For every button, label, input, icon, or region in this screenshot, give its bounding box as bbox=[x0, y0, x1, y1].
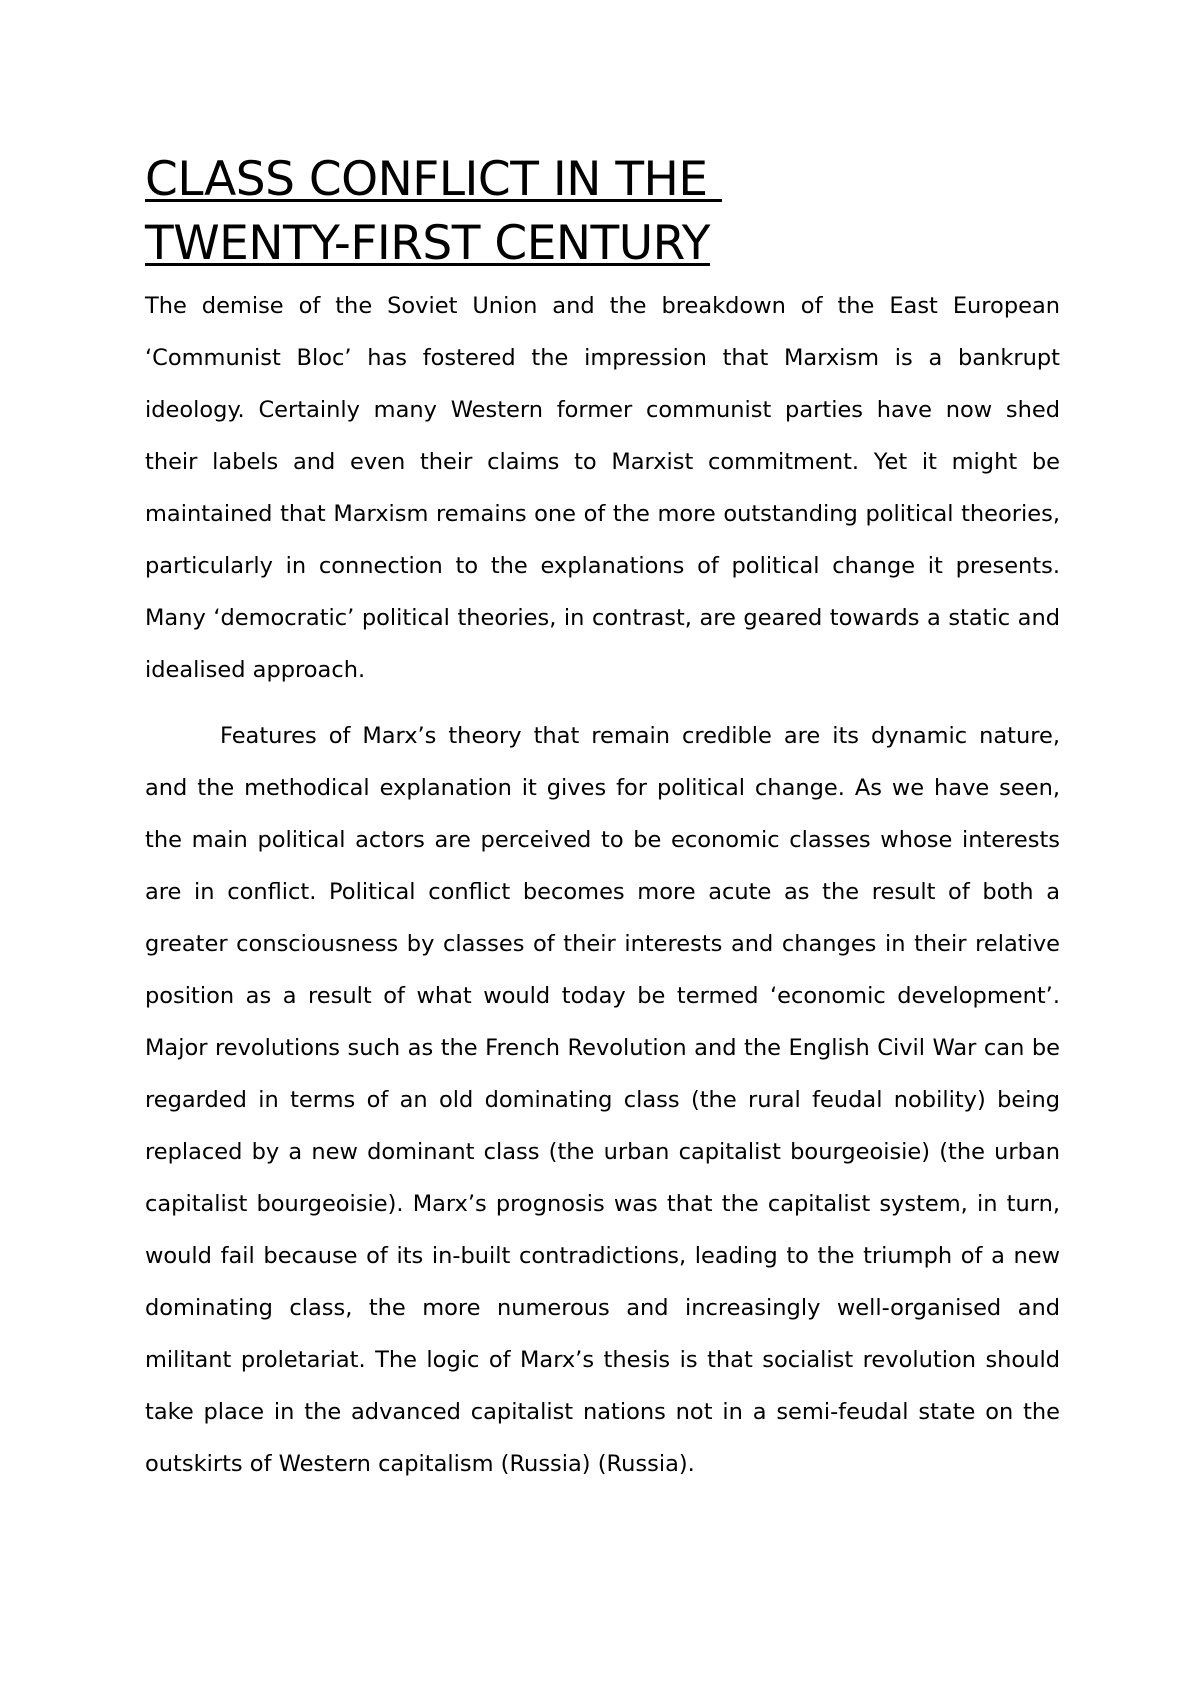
title-line-2: TWENTY-FIRST CENTURY bbox=[145, 216, 711, 271]
paragraph-2: Features of Marx’s theory that remain credible are its dynamic nature, and the methodical explanation it gives for political change. As we have seen, the main political actors are perceived to be economic classes whose interests are in conflict. Political conflict becomes more acute as the result of both a greater consciousness by classes of their interests and changes in their relative position as a result of what would today be termed ‘economic development’. Major revolutions such as the French Revolution and the English Civil War can be regarded in terms of an old dominating class (the rural feudal nobility) being replaced by a new dominant class (the urban capitalist bourgeoisie) (the urban capitalist bourgeoisie). Marx’s prognosis was that the capitalist system, in turn, would fail because of its in-built contradictions, leading to the triumph of a new dominating class, the more numerous and increasingly well-organised and militant proletariat. The logic of Marx’s thesis is that socialist revolution should take place in the advanced capitalist nations not in a semi-feudal state on the outskirts of Western capitalism (Russia) (Russia). bbox=[145, 723, 1060, 1477]
document-content bbox=[145, 148, 1060, 1490]
title-line-1: CLASS CONFLICT IN THE bbox=[145, 152, 723, 207]
document-title bbox=[145, 148, 1060, 276]
paragraph-1: The demise of the Soviet Union and the breakdown of the East European ‘Communist Bloc’ has fostered the impression that Marxism is a bankrupt ideology. Certainly many Western former communist parties have now shed their labels and even their claims to Marxist commitment. Yet it might be maintained that Marxism remains one of the more outstanding political theories, particularly in connection to the explanations of political change it presents. Many ‘democratic’ political theories, in contrast, are geared towards a static and idealised approach. bbox=[145, 293, 1060, 683]
